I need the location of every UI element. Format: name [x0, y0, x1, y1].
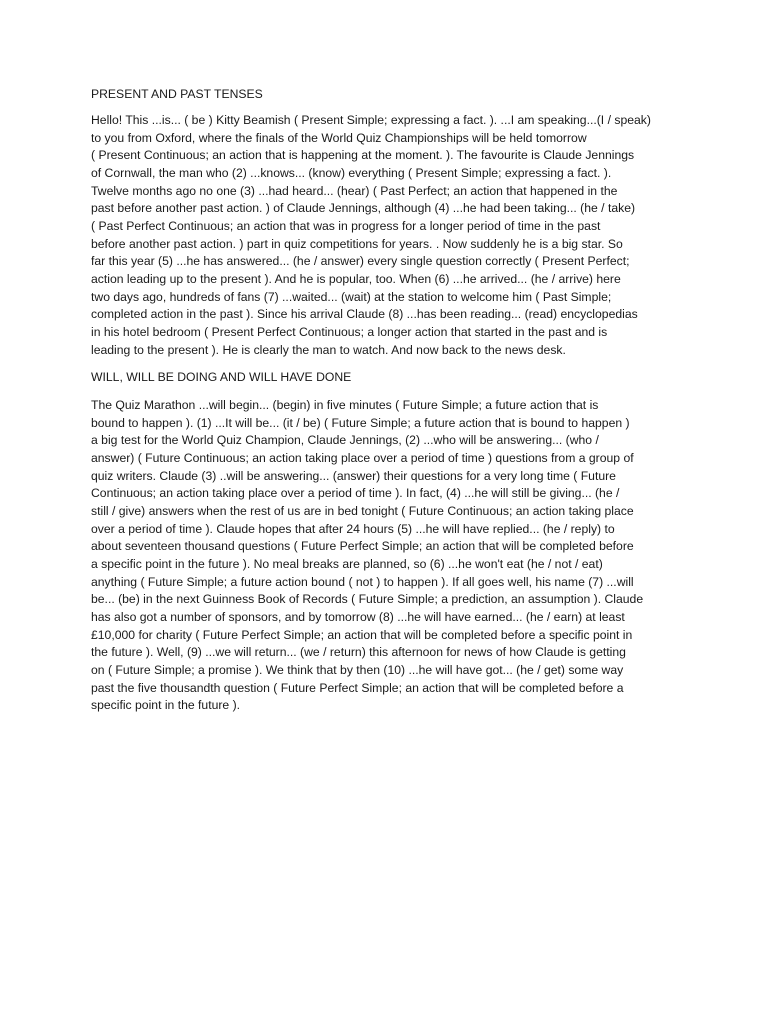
text-line: far this year (5) ...he has answered... (he / answer) every single question correctly ( Present Perfect; — [91, 254, 630, 269]
text-line: specific point in the future ). — [91, 698, 241, 713]
section-heading-present-past: PRESENT AND PAST TENSES — [91, 87, 263, 101]
paragraph-present-past — [91, 112, 651, 359]
text-line: completed action in the past ). Since his arrival Claude (8) ...has been reading... (read) encyclopedias — [91, 307, 638, 322]
text-line: be... (be) in the next Guinness Book of Records ( Future Simple; a prediction, an assumption ). Claude — [91, 592, 644, 607]
text-line: Continuous; an action taking place over a period of time ). In fact, (4) ...he will still be giving... (he / — [91, 486, 620, 501]
text-line: a big test for the World Quiz Champion, Claude Jennings, (2) ...who will be answering... (who / — [91, 433, 599, 448]
text-line: on ( Future Simple; a promise ). We think that by then (10) ...he will have got... (he / get) some way — [91, 663, 624, 678]
text-line: ( Past Perfect Continuous; an action that was in progress for a longer period of time in the past — [91, 219, 601, 234]
text-line: before another past action. ) part in quiz competitions for years. . Now suddenly he is a big star. So — [91, 236, 623, 251]
text-line: to you from Oxford, where the finals of the World Quiz Championships will be held tomorrow — [91, 130, 587, 145]
paragraph-future — [91, 397, 643, 715]
text-line: answer) ( Future Continuous; an action taking place over a period of time ) questions from a group of — [91, 451, 634, 466]
text-line: The Quiz Marathon ...will begin... (begin) in five minutes ( Future Simple; a future action that is — [91, 398, 599, 412]
text-line: Twelve months ago no one (3) ...had heard... (hear) ( Past Perfect; an action that happened in the — [91, 183, 618, 198]
text-line: the future ). Well, (9) ...we will return... (we / return) this afternoon for news of how Claude is getting — [91, 645, 626, 660]
text-line: still / give) answers when the rest of us are in bed tonight ( Future Continuous; an action taking place — [91, 504, 634, 519]
text-line: about seventeen thousand questions ( Future Perfect Simple; an action that will be completed before — [91, 539, 634, 554]
text-line: leading to the present ). He is clearly the man to watch. And now back to the news desk. — [91, 342, 566, 357]
text-line: action leading up to the present ). And he is popular, too. When (6) ...he arrived... (he / arrive) here — [91, 272, 621, 287]
text-line: ( Present Continuous; an action that is happening at the moment. ). The favourite is Claude Jennings — [91, 148, 635, 163]
text-line: past the five thousandth question ( Future Perfect Simple; an action that will be completed before a — [91, 680, 624, 695]
text-line: quiz writers. Claude (3) ..will be answering... (answer) their questions for a very long time ( Future — [91, 468, 616, 483]
text-line: Hello! This ...is... ( be ) Kitty Beamish ( Present Simple; expressing a fact. ). ...I am speaking...(I / speak) — [91, 113, 651, 127]
text-line: has also got a number of sponsors, and by tomorrow (8) ...he will have earned... (he / earn) at least — [91, 610, 625, 625]
text-line: of Cornwall, the man who (2) ...knows... (know) everything ( Present Simple; expressing a fact. ). — [91, 166, 612, 181]
text-line: past before another past action. ) of Claude Jennings, although (4) ...he had been taking... (he / take) — [91, 201, 636, 216]
text-line: two days ago, hundreds of fans (7) ...waited... (wait) at the station to welcome him ( Past Simple; — [91, 289, 612, 304]
section-heading-future: WILL, WILL BE DOING AND WILL HAVE DONE — [91, 370, 352, 384]
text-line: in his hotel bedroom ( Present Perfect Continuous; a longer action that started in the past and is — [91, 325, 608, 340]
text-line: bound to happen ). (1) ...It will be... (it / be) ( Future Simple; a future action that is bound to happen ) — [91, 415, 630, 430]
text-line: over a period of time ). Claude hopes that after 24 hours (5) ...he will have replied... (he / reply) to — [91, 521, 615, 536]
text-line: a specific point in the future ). No meal breaks are planned, so (6) ...he won't eat (he / not / eat) — [91, 557, 603, 572]
text-line: anything ( Future Simple; a future action bound ( not ) to happen ). If all goes well, his name (7) ...will — [91, 574, 634, 589]
text-line: £10,000 for charity ( Future Perfect Simple; an action that will be completed before a specific point in — [91, 627, 633, 642]
